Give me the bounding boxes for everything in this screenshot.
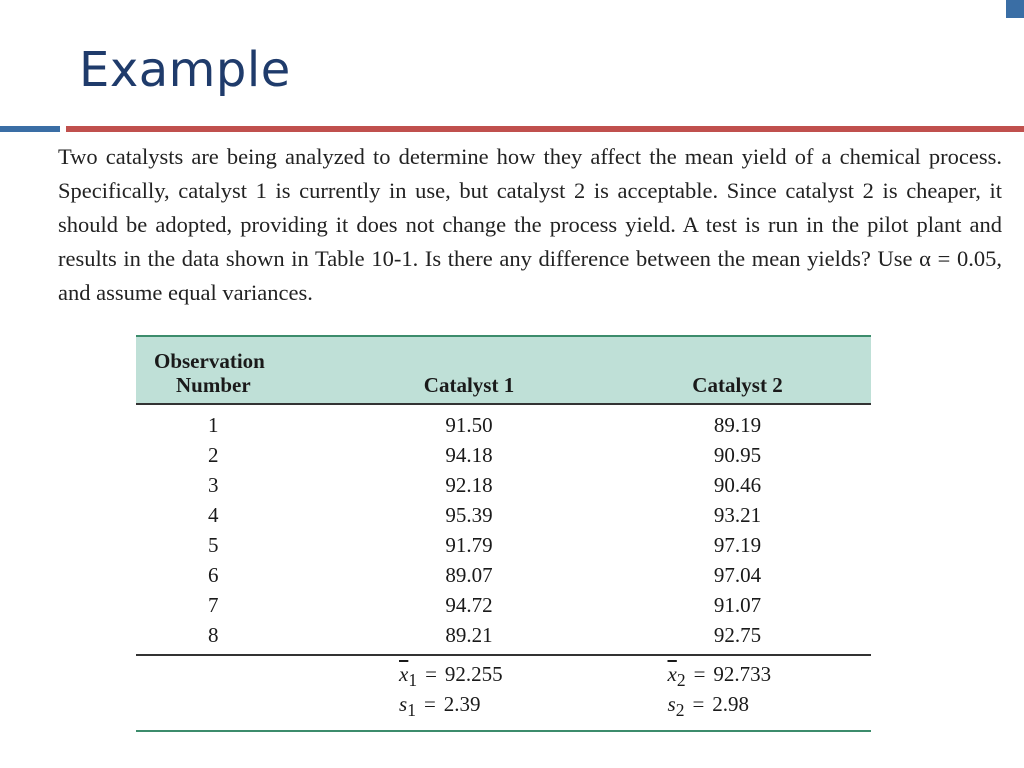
sd-symbol-2: s bbox=[667, 692, 676, 717]
summary-row-sd bbox=[136, 692, 871, 731]
table-header bbox=[136, 336, 871, 404]
sd-value-1: 2.39 bbox=[443, 692, 481, 717]
problem-statement bbox=[58, 140, 1002, 310]
corner-square-decoration bbox=[1006, 0, 1024, 18]
cell-observation-number: 6 bbox=[208, 562, 219, 587]
cell-observation-number: 4 bbox=[208, 502, 219, 527]
title-rule-right bbox=[66, 126, 1024, 132]
cell-observation-number: 3 bbox=[208, 472, 219, 497]
table-row bbox=[136, 560, 871, 590]
cell-catalyst-2: 97.04 bbox=[713, 562, 762, 587]
cell-observation-number: 5 bbox=[208, 532, 219, 557]
summary-mean-catalyst-1 bbox=[334, 655, 604, 692]
cell-catalyst-1: 91.79 bbox=[445, 532, 493, 557]
cell-catalyst-1: 91.50 bbox=[445, 412, 493, 437]
cell-catalyst-2: 92.75 bbox=[713, 622, 762, 647]
mean-symbol-2: $\overline{x}$ bbox=[667, 662, 677, 687]
problem-text-start: Two catalysts are being analyzed to determine how they affect the mean yield of a chemical process. Specifically, catalyst 1 is currently in use, but catalyst 2 is acceptable. Since catalyst 2 is cheaper, it should be adopted, providing it does not change the process yield. A test is run in the pilot plant and results in the data shown in Table 10-1. Is there any difference between the mean yields? Use bbox=[58, 144, 1002, 271]
table-row bbox=[136, 440, 871, 470]
table-row bbox=[136, 620, 871, 655]
cell-catalyst-1: 94.72 bbox=[445, 592, 493, 617]
header-catalyst-2: Catalyst 2 bbox=[692, 373, 783, 397]
cell-catalyst-1: 89.21 bbox=[445, 622, 493, 647]
title-rule-left bbox=[0, 126, 60, 132]
table-row bbox=[136, 530, 871, 560]
cell-catalyst-1: 95.39 bbox=[445, 502, 493, 527]
cell-catalyst-1: 94.18 bbox=[445, 442, 493, 467]
cell-observation-number: 7 bbox=[208, 592, 219, 617]
cell-catalyst-2: 90.95 bbox=[713, 442, 762, 467]
cell-catalyst-1: 92.18 bbox=[445, 472, 493, 497]
cell-catalyst-2: 91.07 bbox=[713, 592, 762, 617]
cell-catalyst-2: 97.19 bbox=[713, 532, 762, 557]
equals-sign: = bbox=[692, 692, 705, 717]
summary-sd-catalyst-2 bbox=[604, 692, 871, 731]
equals-sign: = bbox=[423, 692, 436, 717]
sd-subscript-1: 1 bbox=[407, 700, 416, 721]
header-observation-number bbox=[136, 336, 334, 404]
mean-value-2: 92.733 bbox=[713, 662, 772, 687]
sd-value-2: 2.98 bbox=[712, 692, 750, 717]
table-row bbox=[136, 500, 871, 530]
sd-subscript-2: 2 bbox=[675, 700, 685, 721]
summary-empty-cell bbox=[136, 655, 334, 692]
header-observation-line1: Observation bbox=[154, 349, 265, 373]
mean-symbol-1: $\overline{x}$ bbox=[399, 662, 409, 687]
table-header-row bbox=[136, 336, 871, 404]
equals-sign: = bbox=[693, 662, 706, 687]
header-observation-line2: Number bbox=[176, 373, 251, 397]
summary-sd-catalyst-1 bbox=[334, 692, 604, 731]
slide-title: Example bbox=[79, 42, 291, 98]
table-body bbox=[136, 404, 871, 655]
table-summary bbox=[136, 655, 871, 731]
mean-subscript-2: 2 bbox=[676, 670, 686, 691]
table-row bbox=[136, 470, 871, 500]
cell-observation-number: 1 bbox=[208, 412, 219, 437]
problem-text-end: = 0.05, and assume equal variances. bbox=[58, 246, 1002, 305]
cell-catalyst-2: 93.21 bbox=[713, 502, 762, 527]
cell-observation-number: 8 bbox=[208, 622, 219, 647]
cell-catalyst-1: 89.07 bbox=[445, 562, 493, 587]
cell-catalyst-2: 90.46 bbox=[713, 472, 762, 497]
mean-value-1: 92.255 bbox=[444, 662, 503, 687]
cell-observation-number: 2 bbox=[208, 442, 219, 467]
summary-row-mean bbox=[136, 655, 871, 692]
alpha-symbol: α bbox=[919, 246, 931, 271]
cell-catalyst-2: 89.19 bbox=[713, 412, 762, 437]
sd-symbol-1: s bbox=[399, 692, 408, 717]
summary-empty-cell bbox=[136, 692, 334, 731]
catalyst-data-table bbox=[136, 335, 871, 732]
summary-mean-catalyst-2 bbox=[604, 655, 871, 692]
table-row bbox=[136, 590, 871, 620]
header-catalyst-1: Catalyst 1 bbox=[423, 373, 515, 397]
table-row bbox=[136, 404, 871, 440]
equals-sign: = bbox=[425, 662, 437, 687]
mean-subscript-1: 1 bbox=[408, 670, 418, 691]
